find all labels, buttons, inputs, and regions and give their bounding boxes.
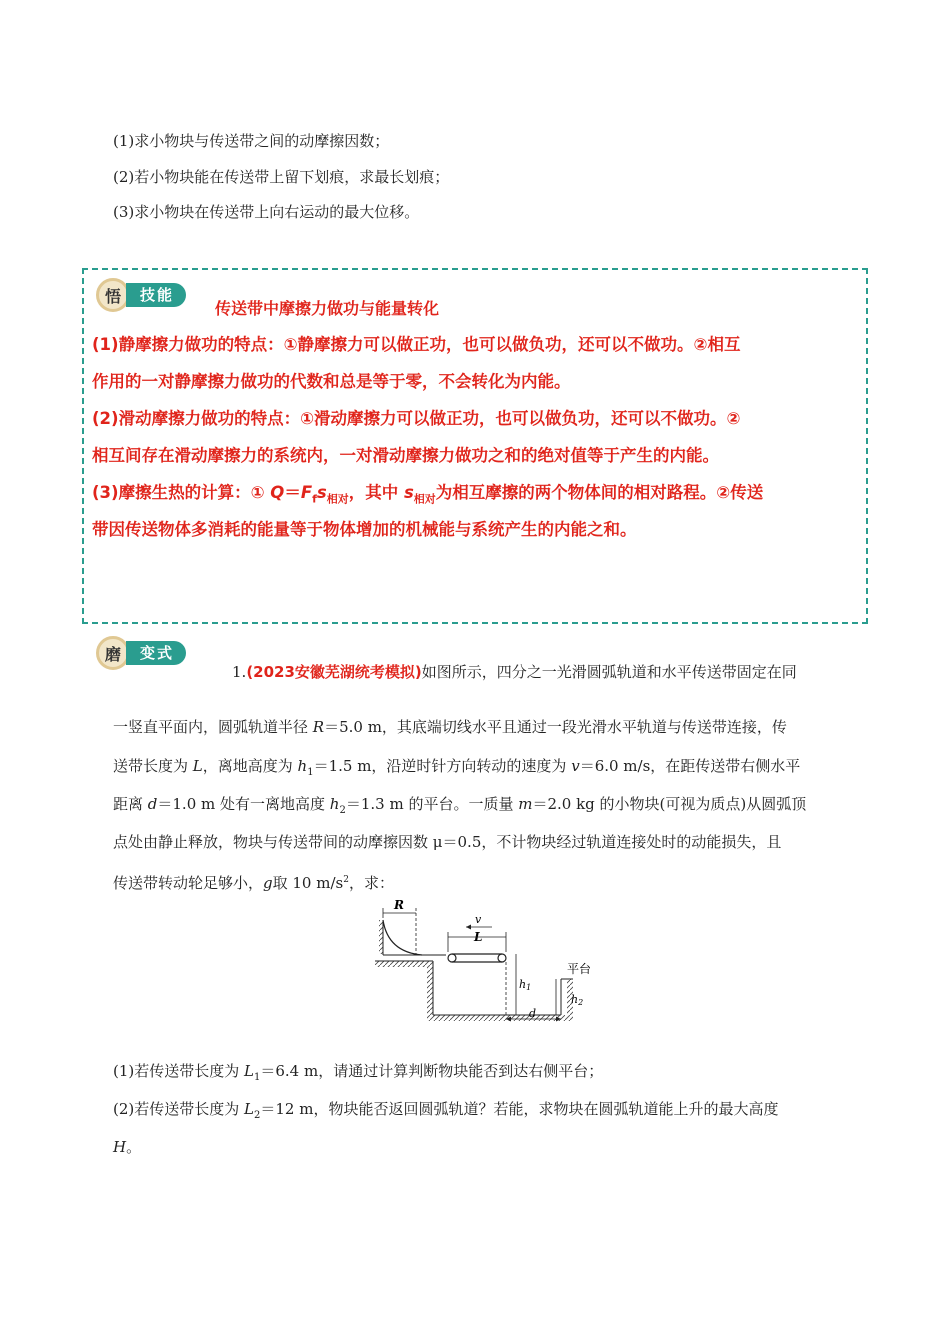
- problem-line-4: 距离 d＝1.0 m 处有一离地高度 $h_2=1.3$ m 的平台。一质量 m＝2.0 kg 的小物块(可视为质点)从圆弧顶: [113, 795, 807, 816]
- right-roller: [498, 954, 506, 962]
- variant-badge: [96, 636, 186, 670]
- label-h2: h2: [571, 993, 584, 1007]
- mo-icon: 磨: [96, 636, 130, 670]
- label-d: d: [529, 1007, 537, 1020]
- skill-title: 传送带中摩擦力做功与能量转化: [215, 299, 440, 318]
- skill-badge: [96, 278, 186, 312]
- label-l: L: [474, 930, 483, 944]
- skill-line-5: (3)摩擦生热的计算：① $Q=F_fs_{相对}$，其中 $s_{相对}$为相互摩擦的两个物体间的相对路程。②传送: [92, 483, 764, 506]
- skill-line-6: 带因传送物体多消耗的能量等于物体增加的机械能与系统产生的内能之和。: [92, 520, 637, 539]
- label-v: v: [475, 913, 482, 926]
- problem-line-1: 1.(2023安徽芜湖统考模拟)如图所示，四分之一光滑圆弧轨道和水平传送带固定在同: [232, 663, 797, 681]
- skill-line-2: 作用的一对静摩擦力做功的代数和总是等于零，不会转化为内能。: [92, 372, 571, 391]
- sub-question-2: (2)若传送带长度为 $L_2=12$ m，物块能否返回圆弧轨道？若能，求物块在圆弧轨道能上升的最大高度: [113, 1100, 779, 1121]
- sub-question-1: (1)若传送带长度为 $L_1=6.4$ m，请通过计算判断物块能否到达右侧平台；: [113, 1062, 604, 1083]
- left-roller: [448, 954, 456, 962]
- wu-icon: 悟: [96, 278, 130, 312]
- skill-line-4: 相互间存在滑动摩擦力的系统内，一对滑动摩擦力做功之和的绝对值等于产生的内能。: [92, 446, 719, 465]
- problem-line-6: 传送带转动轮足够小，g取 10 $m/s^2$，求：: [113, 874, 394, 892]
- arc-wall: [379, 920, 383, 954]
- skill-tag: 技能: [126, 283, 186, 307]
- question-2: (2)若小物块能在传送带上留下划痕，求最长划痕；: [113, 168, 450, 186]
- label-platform: 平台: [567, 962, 592, 976]
- question-3: (3)求小物块在传送带上向右运动的最大位移。: [113, 203, 420, 221]
- pit-floor-hatch: [427, 1015, 567, 1021]
- question-1: (1)求小物块与传送带之间的动摩擦因数；: [113, 132, 390, 150]
- conveyor-diagram: [370, 895, 610, 1025]
- variant-tag: 变式: [126, 641, 186, 665]
- problem-line-2: 一竖直平面内，圆弧轨道半径 R＝5.0 m，其底端切线水平且通过一段光滑水平轨道与传送带连接，传: [113, 718, 787, 736]
- left-ground-hatch: [375, 961, 427, 967]
- problem-line-3: 送带长度为 L，离地高度为 $h_1=1.5$ m，沿逆时针方向转动的速度为 v＝6.0 m/s，在距传送带右侧水平: [113, 757, 801, 778]
- problem-line-5: 点处由静止释放，物块与传送带间的动摩擦因数 μ＝0.5，不计物块经过轨道连接处时的动能损失，且: [113, 833, 782, 851]
- v-arrow-icon: [466, 925, 471, 930]
- label-h1: h1: [519, 978, 532, 992]
- sub-question-2-cont: H。: [113, 1138, 142, 1156]
- skill-line-3: (2)滑动摩擦力做功的特点：①滑动摩擦力可以做正功，也可以做负功，还可以不做功。②: [92, 409, 741, 428]
- label-r: R: [394, 898, 404, 912]
- skill-line-1: (1)静摩擦力做功的特点：①静摩擦力可以做正功，也可以做负功，还可以不做功。②相互: [92, 335, 741, 354]
